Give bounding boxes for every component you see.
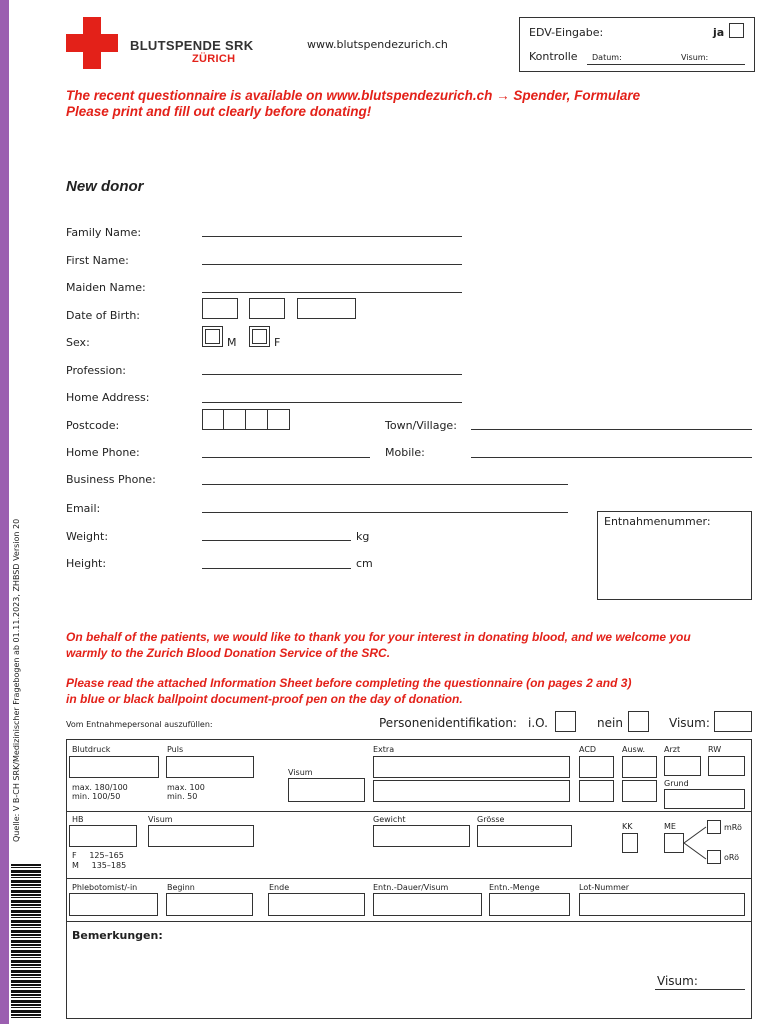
weight-label: Weight: [66,530,109,543]
maiden-name-field[interactable] [202,292,462,293]
hb-range-f: F 125–165 [72,851,124,860]
personenid-label: Personenidentifikation: [379,716,517,730]
brand-city: ZÜRICH [192,53,236,65]
datum-label: Datum: [592,53,622,62]
family-name-label: Family Name: [66,226,142,239]
personenid-visum-field[interactable] [714,711,752,732]
profession-field[interactable] [202,374,462,375]
postcode-digit-2[interactable] [223,409,246,430]
entn-dauer-field[interactable] [373,893,482,916]
oro-label: oRö [724,853,739,862]
dob-month-field[interactable] [249,298,285,319]
puls-min: min. 50 [167,792,198,801]
kontrolle-label: Kontrolle [529,50,578,63]
email-field[interactable] [202,512,568,513]
ende-label: Ende [269,883,290,892]
height-label: Height: [66,557,107,570]
lot-label: Lot-Nummer [579,883,630,892]
hb-range-m: M 135–185 [72,861,127,870]
barcode [11,864,41,1019]
postcode-label: Postcode: [66,419,120,432]
visum-label: Visum: [681,53,709,62]
kk-field[interactable] [622,833,638,853]
acd-field-1[interactable] [579,756,614,778]
arzt-label: Arzt [664,745,681,754]
red-cross-logo-icon [66,17,118,69]
visum-extra-label: Visum [288,768,313,777]
maiden-name-label: Maiden Name: [66,281,146,294]
mobile-label: Mobile: [385,446,425,459]
row-divider-2 [66,878,752,879]
hb-visum-label: Visum [148,815,173,824]
ja-label: ja [713,26,725,39]
postcode-digit-4[interactable] [267,409,290,430]
edv-label: EDV-Eingabe: [529,26,604,39]
acd-field-2[interactable] [579,780,614,802]
weight-unit: kg [356,530,370,543]
blutdruck-label: Blutdruck [72,745,111,754]
home-address-label: Home Address: [66,391,150,404]
dob-label: Date of Birth: [66,309,141,322]
extra-field-1[interactable] [373,756,570,778]
grund-label: Grund [664,779,689,788]
height-unit: cm [356,557,373,570]
row-divider-3 [66,921,752,922]
thanks-line-2: warmly to the Zurich Blood Donation Service of the SRC. [66,646,391,660]
first-name-label: First Name: [66,254,129,267]
side-source-note: Quelle: V B-CH SRK/Medizinischer Fragebogen ab 01.11.2023, ZHBSD Version 20 [12,518,21,842]
ausw-field-1[interactable] [622,756,657,778]
oro-checkbox[interactable] [707,850,721,864]
me-branch-lines [684,824,708,862]
blutdruck-min: min. 100/50 [72,792,121,801]
website-text: www.blutspendezurich.ch [307,38,448,51]
entn-dauer-label: Entn.-Dauer/Visum [373,883,449,892]
instructions-line-2: in blue or black ballpoint document-proof pen on the day of donation. [66,692,463,706]
weight-field[interactable] [202,540,351,541]
hb-label: HB [72,815,84,824]
beginn-label: Beginn [167,883,195,892]
first-name-field[interactable] [202,264,462,265]
dob-year-field[interactable] [297,298,356,319]
town-label: Town/Village: [385,419,457,432]
io-label: i.O. [528,716,548,730]
io-checkbox[interactable] [555,711,576,732]
bemerkungen-field[interactable] [72,945,745,1007]
acd-label: ACD [579,745,597,754]
hb-field[interactable] [69,825,137,847]
ende-field[interactable] [268,893,365,916]
height-field[interactable] [202,568,351,569]
puls-label: Puls [167,745,184,754]
side-color-bar [0,0,9,1024]
gewicht-field[interactable] [373,825,470,847]
mobile-field[interactable] [471,457,752,458]
brand-name: BLUTSPENDE SRK [130,38,254,53]
bemerkungen-visum-line[interactable] [655,989,745,990]
nein-label: nein [597,716,623,730]
personenid-visum-label: Visum: [669,716,710,730]
home-address-field[interactable] [202,402,462,403]
notice-line-1: The recent questionnaire is available on www.blutspendezurich.ch → Spender, Formulare [66,88,641,103]
hb-visum-field[interactable] [148,825,254,847]
sex-f-checkbox[interactable] [249,326,270,347]
groesse-label: Grösse [477,815,505,824]
blutdruck-max: max. 180/100 [72,783,128,792]
puls-max: max. 100 [167,783,205,792]
sex-m-checkbox[interactable] [202,326,223,347]
home-phone-field[interactable] [202,457,370,458]
sex-f-label: F [274,336,281,349]
me-label: ME [664,822,676,831]
groesse-field[interactable] [477,825,572,847]
visum-extra-field[interactable] [288,778,365,802]
arzt-field[interactable] [664,756,701,776]
email-label: Email: [66,502,101,515]
family-name-field[interactable] [202,236,462,237]
puls-field[interactable] [166,756,254,778]
grund-field[interactable] [664,789,745,809]
ausw-field-2[interactable] [622,780,657,802]
kk-label: KK [622,822,633,831]
extra-label: Extra [373,745,395,754]
kontrolle-line[interactable] [587,64,745,65]
town-field[interactable] [471,429,752,430]
notice-line-2: Please print and fill out clearly before donating! [66,104,372,119]
sex-m-label: M [227,336,237,349]
rw-field[interactable] [708,756,745,776]
sex-label: Sex: [66,336,90,349]
entn-menge-label: Entn.-Menge [489,883,540,892]
postcode-digit-1[interactable] [202,409,224,430]
row-divider-1 [66,811,752,812]
staff-intro: Vom Entnahmepersonal auszufüllen: [66,720,213,729]
section-title: New donor [66,178,144,195]
phlebo-field[interactable] [69,893,158,916]
bemerkungen-label: Bemerkungen: [72,929,163,942]
entnahmenummer-label: Entnahmenummer: [604,515,711,528]
mro-checkbox[interactable] [707,820,721,834]
profession-label: Profession: [66,364,127,377]
rw-label: RW [708,745,722,754]
instructions-line-1: Please read the attached Information Sheet before completing the questionnaire (on pages 2 and 3) [66,676,632,690]
me-field[interactable] [664,833,684,853]
postcode-digit-3[interactable] [245,409,268,430]
lot-field[interactable] [579,893,745,916]
phlebo-label: Phlebotomist/-in [72,883,138,892]
nein-checkbox[interactable] [628,711,649,732]
bemerkungen-visum-label: Visum: [657,974,698,988]
gewicht-label: Gewicht [373,815,406,824]
beginn-field[interactable] [166,893,253,916]
business-phone-label: Business Phone: [66,473,156,486]
ja-checkbox[interactable] [729,23,744,38]
mro-label: mRö [724,823,742,832]
dob-day-field[interactable] [202,298,238,319]
thanks-line-1: On behalf of the patients, we would like to thank you for your interest in donating blood, and we welcome you [66,630,691,644]
blutdruck-field[interactable] [69,756,159,778]
extra-field-2[interactable] [373,780,570,802]
home-phone-label: Home Phone: [66,446,140,459]
ausw-label: Ausw. [622,745,646,754]
entn-menge-field[interactable] [489,893,570,916]
business-phone-field[interactable] [202,484,568,485]
